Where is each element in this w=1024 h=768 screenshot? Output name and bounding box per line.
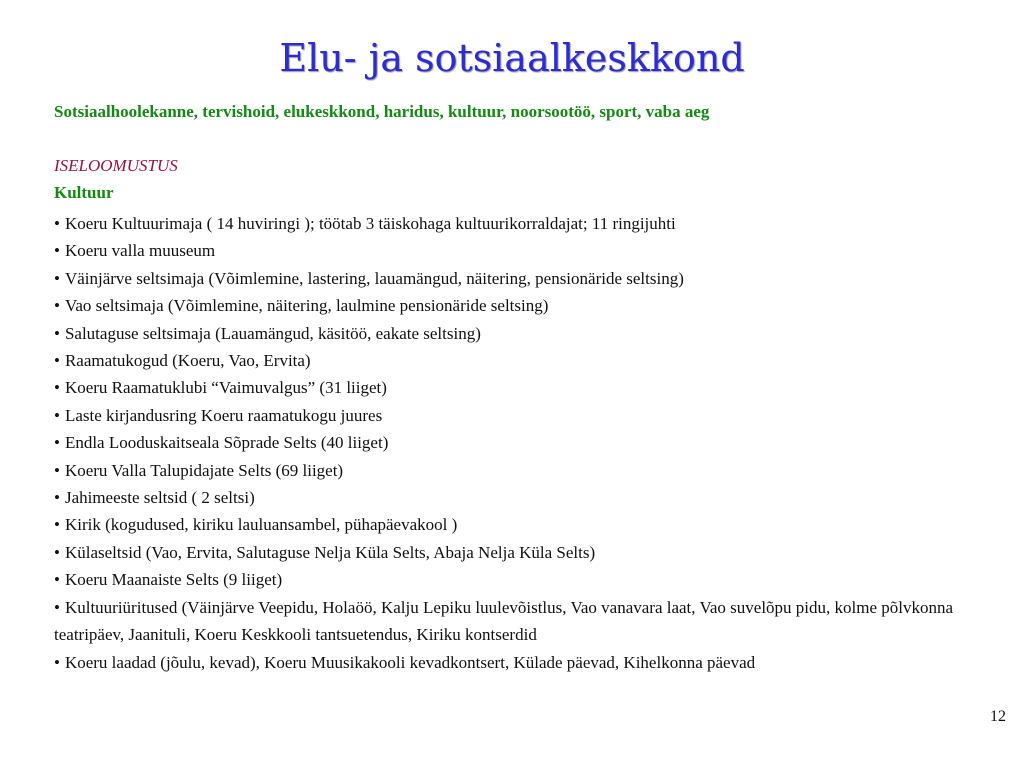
list-item: [54, 539, 974, 566]
list-item-text: Jahimeeste seltsid ( 2 seltsi): [64, 488, 255, 508]
bullet-icon: •: [54, 542, 60, 562]
list-item: [54, 484, 974, 511]
bullet-icon: •: [54, 268, 60, 288]
bullet-icon: •: [54, 433, 60, 453]
slide-subtitle: Sotsiaalhoolekanne, tervishoid, elukeskkond, haridus, kultuur, noorsootöö, sport, vaba aeg: [54, 102, 710, 121]
list-item-text: Koeru Valla Talupidajate Selts (69 liiget): [64, 460, 344, 480]
list-item-text: Laste kirjandusring Koeru raamatukogu juures: [64, 405, 383, 425]
list-item-text: Külaseltsid (Vao, Ervita, Salutaguse Nelja Küla Selts, Abaja Nelja Küla Selts): [64, 542, 596, 562]
list-item-text: Koeru laadad (jõulu, kevad), Koeru Muusikakooli kevadkontsert, Külade päevad, Kihelkonna päevad: [64, 652, 756, 672]
list-item: [54, 457, 974, 484]
bullet-icon: •: [54, 405, 60, 425]
list-item-text: Raamatukogud (Koeru, Vao, Ervita): [64, 351, 311, 371]
list-item: [54, 402, 974, 429]
bullet-icon: •: [54, 296, 60, 316]
list-item: [54, 292, 974, 319]
subsection-heading: Kultuur: [54, 183, 114, 202]
section-label: ISELOOMUSTUS: [54, 156, 178, 175]
list-item-text: Vao seltsimaja (Võimlemine, näitering, laulmine pensionäride seltsing): [64, 296, 549, 316]
list-item-text: Koeru Maanaiste Selts (9 liiget): [64, 570, 283, 590]
list-item: [54, 594, 974, 649]
list-item: [54, 566, 974, 593]
bullet-icon: •: [54, 597, 60, 617]
bullet-icon: •: [54, 378, 60, 398]
bullet-icon: •: [54, 214, 60, 233]
bullet-icon: •: [54, 515, 60, 535]
list-item: [54, 237, 974, 264]
list-item-text: Kirik (kogudused, kiriku lauluansambel, pühapäevakool ): [64, 515, 458, 535]
list-item: [54, 649, 974, 676]
slide-title: Elu- ja sotsiaalkeskkond: [279, 36, 745, 80]
list-item-text: Koeru Kultuurimaja ( 14 huviringi ); töötab 3 täiskohaga kultuurikorraldajat; 11 ringijuhti: [64, 214, 676, 233]
bullet-icon: •: [54, 351, 60, 371]
list-item-text: Koeru Raamatuklubi “Vaimuvalgus” (31 liiget): [64, 378, 387, 398]
list-item: [54, 265, 974, 292]
list-item: [54, 210, 974, 237]
list-item: [54, 320, 974, 347]
list-item-text: Väinjärve seltsimaja (Võimlemine, lastering, lauamängud, näitering, pensionäride seltsing): [64, 268, 684, 288]
bullet-icon: •: [54, 460, 60, 480]
list-item-text: Salutaguse seltsimaja (Lauamängud, käsitöö, eakate seltsing): [64, 323, 481, 343]
list-item: [54, 347, 974, 374]
bullet-icon: •: [54, 652, 60, 672]
bullet-icon: •: [54, 488, 60, 508]
page-number: 12: [990, 708, 1006, 725]
bullet-icon: •: [54, 570, 60, 590]
list-item-text: Koeru valla muuseum: [64, 241, 216, 261]
bullet-icon: •: [54, 241, 60, 261]
list-item: [54, 429, 974, 456]
list-item: [54, 374, 974, 401]
list-item-text: Kultuuriüritused (Väinjärve Veepidu, Holaöö, Kalju Lepiku luulevõistlus, Vao vanavara laat, Vao suvelõpu pidu, kolme põlvkonna teatripäev, Jaanituli, Koeru Keskkooli tantsuetendus, Kiriku kontserdid: [54, 597, 954, 645]
bullet-icon: •: [54, 323, 60, 343]
bullet-list: [54, 210, 974, 676]
list-item: [54, 511, 974, 538]
list-item-text: Endla Looduskaitseala Sõprade Selts (40 liiget): [64, 433, 389, 453]
